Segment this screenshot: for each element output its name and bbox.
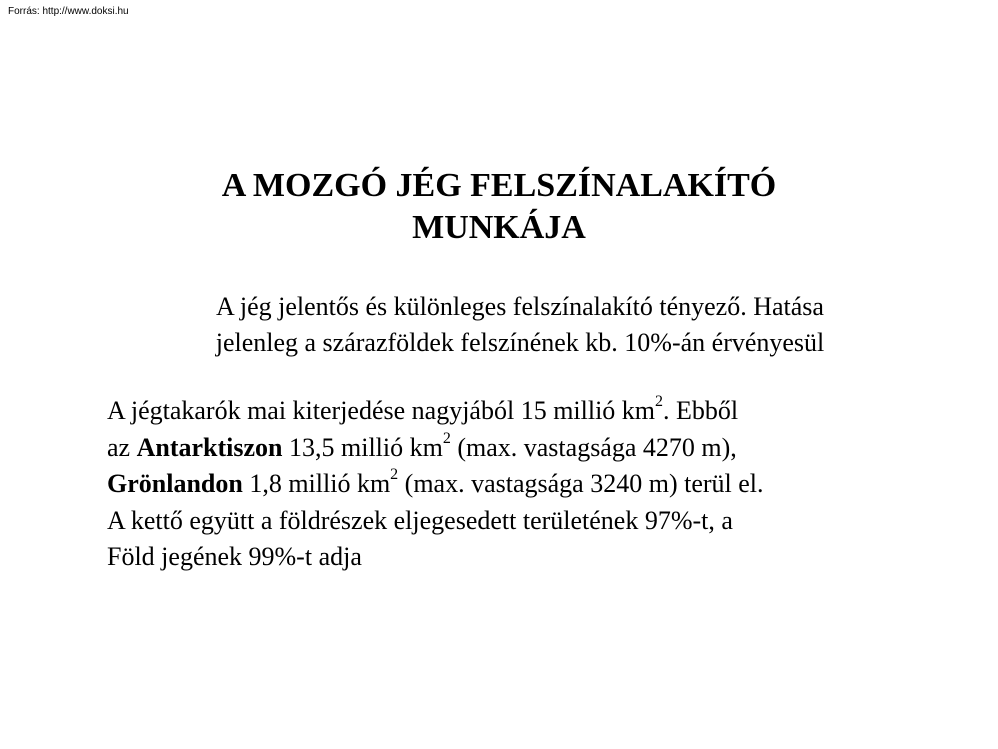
body-text: A jégtakarók mai kiterjedése nagyjából 15 millió km xyxy=(107,396,656,425)
title-line-1: A MOZGÓ JÉG FELSZÍNALAKÍTÓ xyxy=(221,167,777,204)
page-title xyxy=(0,165,998,249)
body-text: (max. vastagsága 3240 m) terül el. xyxy=(398,469,764,498)
superscript: 2 xyxy=(390,466,399,484)
body-line-2 xyxy=(107,430,764,467)
body-line-5: Föld jegének 99%-t adja xyxy=(107,542,362,571)
body-text: . Ebből xyxy=(663,396,739,425)
intro-line-2: jelenleg a szárazföldek felszínének kb. 10%-án érvényesül xyxy=(215,328,825,357)
superscript: 2 xyxy=(442,429,451,447)
intro-paragraph xyxy=(0,289,998,361)
body-line-1 xyxy=(107,393,764,430)
body-line-3 xyxy=(107,466,764,503)
intro-line-1: A jég jelentős és különleges felszínalakító tényező. Hatása xyxy=(216,292,824,321)
body-text: az xyxy=(107,432,137,462)
body-text: 1,8 millió km xyxy=(242,469,391,498)
antarctica-term: Antarktiszon xyxy=(136,432,283,462)
superscript: 2 xyxy=(655,393,664,411)
body-text: 13,5 millió km xyxy=(282,432,443,462)
body-line-4: A kettő együtt a földrészek eljegesedett területének 97%-t, a xyxy=(107,505,733,535)
title-line-2: MUNKÁJA xyxy=(412,209,586,246)
body-paragraph xyxy=(107,393,764,576)
greenland-term: Grönlandon xyxy=(107,469,243,498)
body-text: (max. vastagsága 4270 m), xyxy=(450,432,737,462)
source-note: Forrás: http://www.doksi.hu xyxy=(8,6,129,17)
